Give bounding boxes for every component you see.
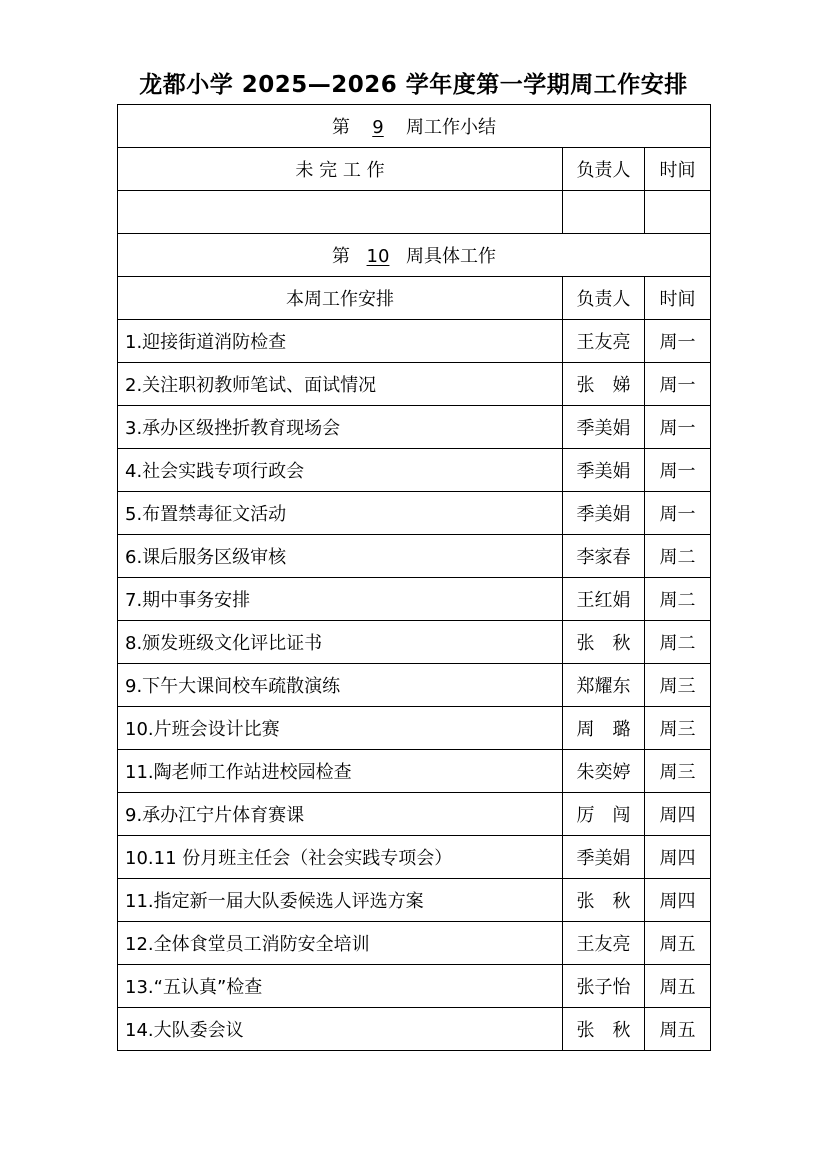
time-cell: 周二: [645, 578, 711, 621]
time-cell: 周四: [645, 793, 711, 836]
time-cell: 周三: [645, 750, 711, 793]
summary-header-row: [118, 148, 711, 191]
summary-prefix: 第: [332, 117, 350, 138]
task-cell: 10.11 份月班主任会（社会实践专项会）: [118, 836, 563, 879]
task-cell: 14.大队委会议: [118, 1008, 563, 1051]
time-cell: 周一: [645, 492, 711, 535]
table-row: [118, 320, 711, 363]
owner-cell: 李家春: [563, 535, 645, 578]
task-cell: 2.关注职初教师笔试、面试情况: [118, 363, 563, 406]
owner-cell: 王红娟: [563, 578, 645, 621]
table-row: [118, 879, 711, 922]
time-cell: 周四: [645, 836, 711, 879]
plan-suffix: 周具体工作: [406, 246, 496, 267]
summary-empty-owner: [563, 191, 645, 234]
summary-header-owner: 负责人: [563, 148, 645, 191]
owner-cell: 张 娣: [563, 363, 645, 406]
time-cell: 周五: [645, 922, 711, 965]
owner-cell: 季美娟: [563, 836, 645, 879]
task-cell: 6.课后服务区级审核: [118, 535, 563, 578]
task-cell: 3.承办区级挫折教育现场会: [118, 406, 563, 449]
page-title: 龙都小学 2025—2026 学年度第一学期周工作安排: [139, 72, 688, 98]
plan-header-task: 本周工作安排: [118, 277, 563, 320]
owner-cell: 张 秋: [563, 1008, 645, 1051]
time-cell: 周二: [645, 535, 711, 578]
summary-title-cell: [118, 105, 711, 148]
time-cell: 周一: [645, 320, 711, 363]
owner-cell: 厉 闯: [563, 793, 645, 836]
table-row: [118, 707, 711, 750]
owner-cell: 张 秋: [563, 879, 645, 922]
plan-week-number: 10: [366, 246, 390, 267]
table-row: [118, 1008, 711, 1051]
table-row: [118, 363, 711, 406]
table-row: [118, 965, 711, 1008]
table-row: [118, 793, 711, 836]
table-row: [118, 922, 711, 965]
time-cell: 周五: [645, 965, 711, 1008]
owner-cell: 朱奕婷: [563, 750, 645, 793]
owner-cell: 季美娟: [563, 492, 645, 535]
table-row: [118, 836, 711, 879]
time-cell: 周一: [645, 406, 711, 449]
table-row: [118, 578, 711, 621]
task-cell: 7.期中事务安排: [118, 578, 563, 621]
owner-cell: 周 璐: [563, 707, 645, 750]
owner-cell: 王友亮: [563, 922, 645, 965]
table-row: [118, 535, 711, 578]
plan-title-cell: [118, 234, 711, 277]
task-cell: 8.颁发班级文化评比证书: [118, 621, 563, 664]
task-cell: 10.片班会设计比赛: [118, 707, 563, 750]
owner-cell: 王友亮: [563, 320, 645, 363]
summary-header-task: 未 完 工 作: [118, 148, 563, 191]
table-row: [118, 750, 711, 793]
task-cell: 9.承办江宁片体育赛课: [118, 793, 563, 836]
summary-suffix: 周工作小结: [406, 117, 496, 138]
summary-empty-task: [118, 191, 563, 234]
time-cell: 周三: [645, 707, 711, 750]
task-cell: 13.“五认真”检查: [118, 965, 563, 1008]
time-cell: 周四: [645, 879, 711, 922]
plan-header-row: [118, 277, 711, 320]
owner-cell: 郑耀东: [563, 664, 645, 707]
time-cell: 周一: [645, 449, 711, 492]
table-row: [118, 621, 711, 664]
task-cell: 1.迎接街道消防检查: [118, 320, 563, 363]
weekly-plan-table: [117, 104, 711, 1051]
summary-week-number: 9: [372, 117, 384, 138]
table-row: [118, 449, 711, 492]
summary-empty-row: [118, 191, 711, 234]
plan-header-time: 时间: [645, 277, 711, 320]
owner-cell: 张 秋: [563, 621, 645, 664]
summary-header-time: 时间: [645, 148, 711, 191]
owner-cell: 季美娟: [563, 406, 645, 449]
task-cell: 4.社会实践专项行政会: [118, 449, 563, 492]
task-cell: 11.指定新一届大队委候选人评选方案: [118, 879, 563, 922]
time-cell: 周一: [645, 363, 711, 406]
task-cell: 12.全体食堂员工消防安全培训: [118, 922, 563, 965]
plan-prefix: 第: [332, 246, 350, 267]
task-cell: 11.陶老师工作站进校园检查: [118, 750, 563, 793]
summary-title-row: [118, 105, 711, 148]
time-cell: 周五: [645, 1008, 711, 1051]
owner-cell: 张子怡: [563, 965, 645, 1008]
owner-cell: 季美娟: [563, 449, 645, 492]
time-cell: 周三: [645, 664, 711, 707]
time-cell: 周二: [645, 621, 711, 664]
table-row: [118, 406, 711, 449]
table-row: [118, 664, 711, 707]
table-row: [118, 492, 711, 535]
plan-title-row: [118, 234, 711, 277]
plan-header-owner: 负责人: [563, 277, 645, 320]
task-cell: 9.下午大课间校车疏散演练: [118, 664, 563, 707]
task-cell: 5.布置禁毒征文活动: [118, 492, 563, 535]
summary-empty-time: [645, 191, 711, 234]
